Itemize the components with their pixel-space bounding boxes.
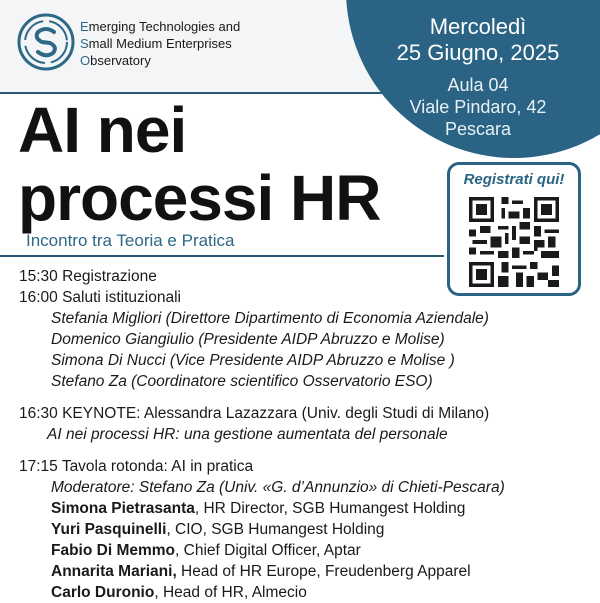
event-info: [362, 14, 594, 140]
panelist: Annarita Mariani, Head of HR Europe, Freudenberg Apparel: [51, 563, 471, 580]
agenda-item-registration: 15:30 Registrazione: [19, 268, 157, 285]
organization-name: [80, 18, 240, 69]
agenda-item-welcome: 16:00 Saluti istituzionali: [19, 289, 181, 306]
agenda-item-keynote: 16:30 KEYNOTE: Alessandra Lazazzara (Univ. degli Studi di Milano): [19, 405, 490, 422]
event-city: Pescara: [444, 119, 512, 139]
panelist: Yuri Pasquinelli, CIO, SGB Humangest Holding: [51, 521, 385, 538]
org-line: Small Medium Enterprises: [80, 36, 232, 51]
eso-logo-icon: [16, 12, 76, 72]
roundtable-moderator: Moderatore: Stefano Za (Univ. «G. d’Annunzio» di Chieti-Pescara): [51, 479, 505, 496]
event-location: [362, 74, 594, 140]
event-room: Aula 04: [447, 75, 509, 95]
welcome-speaker: Simona Di Nucci (Vice Presidente AIDP Abruzzo e Molise ): [51, 352, 455, 369]
page-title: AI nei processi HR: [18, 94, 381, 234]
org-line: Observatory: [80, 53, 151, 68]
panelist: Carlo Duronio, Head of HR, Almecio: [51, 584, 307, 601]
panelist: Fabio Di Memmo, Chief Digital Officer, Aptar: [51, 542, 361, 559]
register-label: Registrati qui!: [463, 171, 565, 188]
event-weekday: Mercoledì: [429, 14, 527, 39]
panelist: Simona Pietrasanta, HR Director, SGB Humangest Holding: [51, 500, 466, 517]
welcome-speaker: Stefano Za (Coordinatore scientifico Osservatorio ESO): [51, 373, 433, 390]
org-line: Emerging Technologies and: [80, 19, 241, 34]
page-subtitle: Incontro tra Teoria e Pratica: [26, 231, 235, 250]
event-date: 25 Giugno, 2025: [396, 40, 560, 65]
welcome-speaker: Stefania Migliori (Direttore Dipartimento di Economia Aziendale): [51, 310, 489, 327]
keynote-title: AI nei processi HR: una gestione aumentata del personale: [47, 426, 448, 443]
event-street: Viale Pindaro, 42: [409, 97, 547, 117]
agenda: [19, 266, 594, 603]
welcome-speaker: Domenico Giangiulio (Presidente AIDP Abruzzo e Molise): [51, 331, 445, 348]
subtitle-divider: [0, 255, 444, 257]
agenda-item-roundtable: 17:15 Tavola rotonda: AI in pratica: [19, 458, 254, 475]
